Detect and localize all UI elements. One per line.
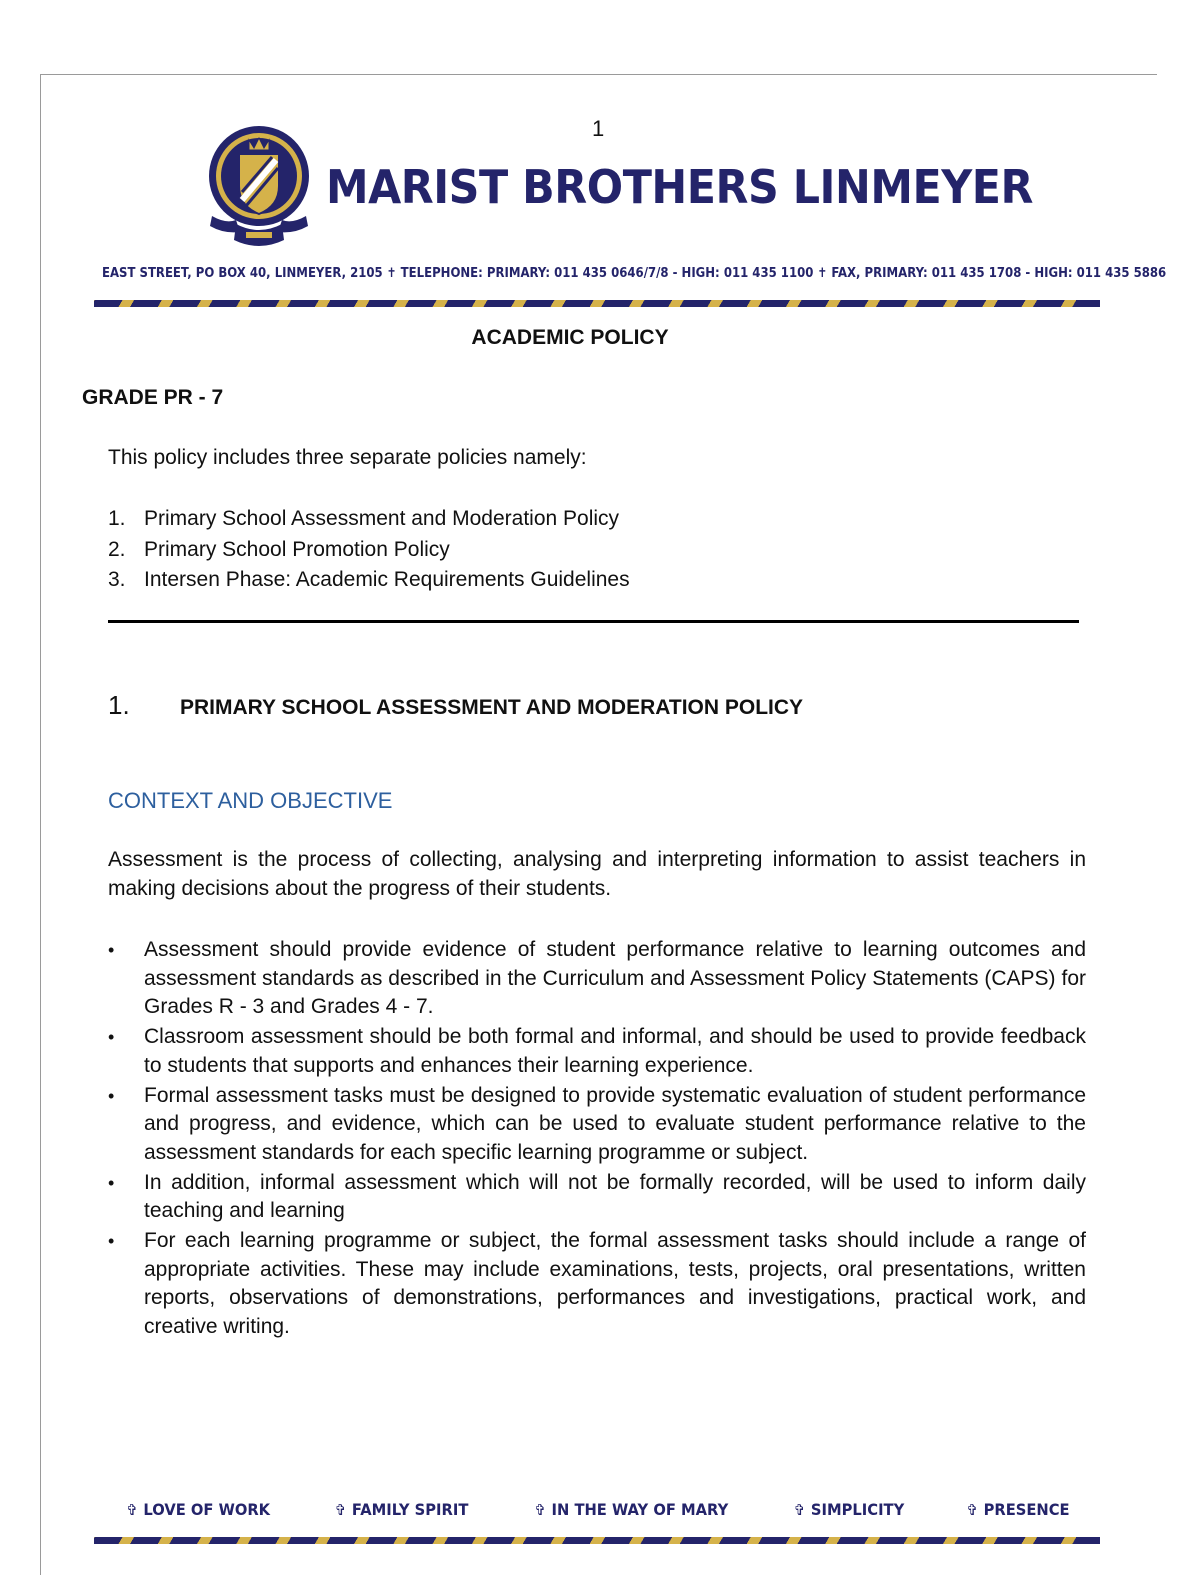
value-label: LOVE OF WORK bbox=[143, 1500, 271, 1519]
list-item bbox=[108, 567, 630, 598]
cross-icon: ✞ bbox=[126, 1500, 138, 1519]
list-item bbox=[108, 1082, 1086, 1168]
bullet-icon: • bbox=[108, 1172, 115, 1193]
value-label: IN THE WAY OF MARY bbox=[551, 1500, 729, 1519]
list-item bbox=[108, 1023, 1086, 1080]
footer-stripe bbox=[94, 1537, 1100, 1544]
school-address: EAST STREET, PO BOX 40, LINMEYER, 2105 ✝ TELEPHONE: PRIMARY: 011 435 0646/7/8 - HIGH: 011 435 1100 ✝ FAX, PRIMARY: 011 435 1708 - HIGH: 011 435 5886 bbox=[102, 266, 1167, 281]
school-name: MARIST BROTHERS LINMEYER bbox=[326, 160, 1033, 214]
bullet-icon: • bbox=[108, 940, 115, 960]
list-label: Primary School Assessment and Moderation Policy bbox=[144, 507, 620, 530]
section-number: 1. bbox=[108, 690, 130, 720]
policy-title: ACADEMIC POLICY bbox=[471, 326, 669, 349]
page-number: 1 bbox=[592, 116, 605, 141]
assessment-paragraph: Assessment is the process of collecting, analysing and interpreting information to assist teachers in making decisions about the progress of their students. bbox=[108, 848, 1086, 900]
header-stripe bbox=[94, 300, 1100, 307]
bullet-icon: • bbox=[108, 1085, 115, 1106]
bullet-text: In addition, informal assessment which will not be formally recorded, will be used to inform daily teaching and learning bbox=[144, 1170, 1086, 1222]
policy-list bbox=[108, 506, 630, 598]
section-divider bbox=[108, 620, 1079, 623]
value-item bbox=[535, 1500, 729, 1519]
bullet-icon: • bbox=[108, 1027, 115, 1047]
list-number: 2. bbox=[108, 537, 126, 561]
list-label: Primary School Promotion Policy bbox=[144, 537, 450, 561]
section-heading bbox=[108, 690, 803, 721]
bullet-text: Classroom assessment should be both formal and informal, and should be used to provide feedback to students that supports and enhances their learning experience. bbox=[144, 1025, 1086, 1077]
list-item bbox=[108, 936, 1086, 1022]
school-crest-icon bbox=[206, 120, 312, 252]
list-item bbox=[108, 506, 630, 537]
list-label: Intersen Phase: Academic Requirements Guidelines bbox=[144, 568, 630, 591]
list-number: 1. bbox=[108, 507, 126, 530]
section-title: PRIMARY SCHOOL ASSESSMENT AND MODERATION POLICY bbox=[180, 696, 804, 719]
value-label: SIMPLICITY bbox=[811, 1500, 905, 1519]
cross-icon: ✞ bbox=[966, 1500, 978, 1519]
bullet-text: Formal assessment tasks must be designed to provide systematic evaluation of student performance and progress, and evidence, which can be used to evaluate student performance relative to the assessment standards for each specific learning programme or subject. bbox=[144, 1083, 1086, 1164]
intro-text: This policy includes three separate policies namely: bbox=[108, 446, 587, 469]
footer-values bbox=[94, 1500, 1100, 1519]
value-item bbox=[794, 1500, 904, 1519]
value-label: PRESENCE bbox=[983, 1500, 1070, 1519]
list-item bbox=[108, 537, 630, 568]
cross-icon: ✞ bbox=[794, 1500, 806, 1519]
grade-label: GRADE PR - 7 bbox=[82, 386, 224, 409]
cross-icon: ✞ bbox=[334, 1500, 347, 1519]
bullet-text: For each learning programme or subject, the formal assessment tasks should include a range of appropriate activities. These may include examinations, tests, projects, oral presentations, written reports, observations of demonstrations, performances and investigations, practical work, and creative writing. bbox=[144, 1229, 1086, 1338]
list-number: 3. bbox=[108, 568, 126, 591]
bullet-text: Assessment should provide evidence of student performance relative to learning outcomes and assessment standards as described in the Curriculum and Assessment Policy Statements (CAPS) for Grades R - 3 and Grades 4 - 7. bbox=[144, 938, 1086, 1018]
value-item bbox=[966, 1500, 1069, 1519]
list-item bbox=[108, 1169, 1086, 1226]
subheading-context-objective: CONTEXT AND OBJECTIVE bbox=[108, 788, 393, 813]
assessment-bullets bbox=[108, 936, 1086, 1343]
value-label: FAMILY SPIRIT bbox=[351, 1500, 469, 1519]
list-item bbox=[108, 1227, 1086, 1341]
bullet-icon: • bbox=[108, 1231, 115, 1251]
value-item bbox=[126, 1500, 270, 1519]
value-item bbox=[335, 1500, 469, 1519]
cross-icon: ✞ bbox=[534, 1500, 547, 1519]
